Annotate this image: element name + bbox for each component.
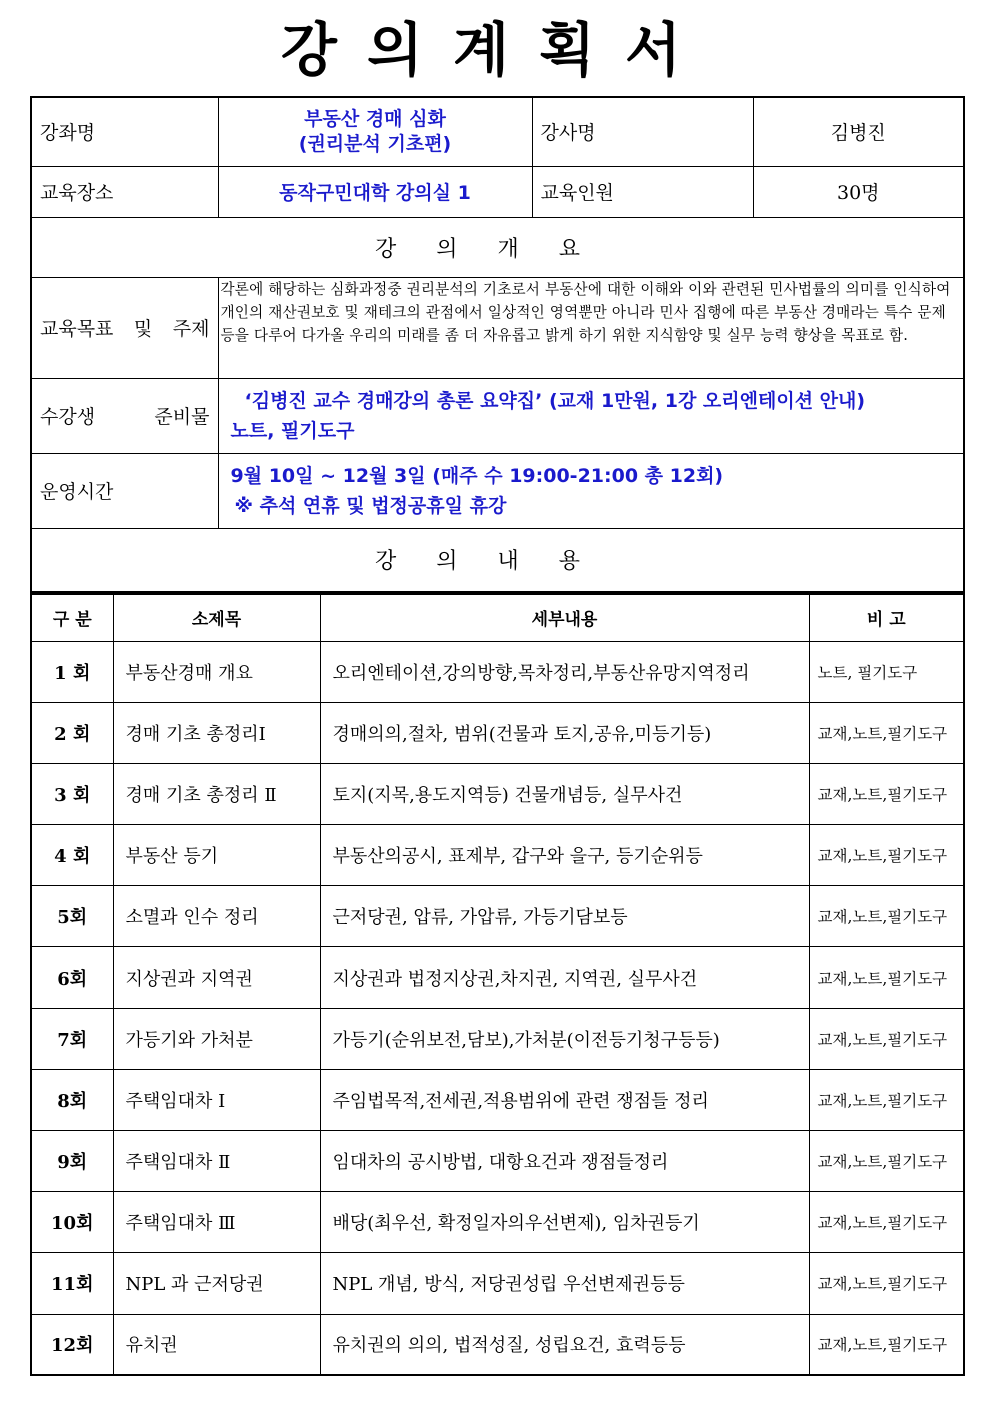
lesson-row <box>31 1131 964 1192</box>
lesson-subject: 경매 기초 총정리Ⅰ <box>113 702 320 763</box>
lesson-detail: 주임법목적,전세권,적용범위에 관련 쟁점들 정리 <box>320 1069 809 1130</box>
lesson-row <box>31 641 964 702</box>
lesson-subject: 부동산경매 개요 <box>113 641 320 702</box>
lesson-note: 교재,노트,필기도구 <box>809 1008 964 1069</box>
lesson-row <box>31 1192 964 1253</box>
lesson-table <box>30 593 965 1376</box>
prep-line2: 노트, 필기도구 <box>230 419 355 442</box>
lesson-subject: 경매 기초 총정리 Ⅱ <box>113 763 320 824</box>
header-detail: 세부내용 <box>320 594 809 641</box>
lesson-num: 10회 <box>31 1192 113 1253</box>
overview-section-title: 강의개요 <box>31 217 964 277</box>
lesson-subject: 지상권과 지역권 <box>113 947 320 1008</box>
lesson-detail: 부동산의공시, 표제부, 갑구와 을구, 등기순위등 <box>320 825 809 886</box>
lesson-note: 교재,노트,필기도구 <box>809 1192 964 1253</box>
instructor-label: 강사명 <box>532 97 753 166</box>
lesson-header-row <box>31 594 964 641</box>
lesson-row <box>31 702 964 763</box>
lesson-detail: NPL 개념, 방식, 저당권성립 우선변제권등등 <box>320 1253 809 1314</box>
lesson-detail: 토지(지목,용도지역등) 건물개념등, 실무사건 <box>320 763 809 824</box>
lesson-row <box>31 825 964 886</box>
lesson-subject: 소멸과 인수 정리 <box>113 886 320 947</box>
lesson-note: 교재,노트,필기도구 <box>809 763 964 824</box>
lesson-num: 12회 <box>31 1314 113 1375</box>
lesson-row <box>31 1069 964 1130</box>
lesson-row <box>31 763 964 824</box>
lesson-detail: 임대차의 공시방법, 대항요건과 쟁점들정리 <box>320 1131 809 1192</box>
lesson-num: 7회 <box>31 1008 113 1069</box>
schedule-value <box>218 453 964 528</box>
lesson-note: 교재,노트,필기도구 <box>809 702 964 763</box>
lesson-row <box>31 947 964 1008</box>
course-name-value <box>218 97 532 166</box>
lesson-detail: 경매의의,절차, 범위(건물과 토지,공유,미등기등) <box>320 702 809 763</box>
lesson-detail: 가등기(순위보전,담보),가처분(이전등기청구등등) <box>320 1008 809 1069</box>
prep-label: 수강생 준비물 <box>31 378 218 453</box>
lesson-note: 교재,노트,필기도구 <box>809 1131 964 1192</box>
lesson-num: 8회 <box>31 1069 113 1130</box>
lesson-subject: 가등기와 가처분 <box>113 1008 320 1069</box>
location-label: 교육장소 <box>31 166 218 217</box>
header-note: 비 고 <box>809 594 964 641</box>
goal-text: 각론에 해당하는 심화과정중 권리분석의 기초로서 부동산에 대한 이해와 이와 관련된 민사법률의 의미를 인식하여 개인의 재산권보호 및 재테크의 관점에서 일상적인 영역뿐만 아니라 민사 집행에 따른 부동산 경매라는 특수 문제 등을 다루어 다가올 우리의 미래를 좀 더 자유롭고 밝게 하기 위한 지식함양 및 실무 능력 향상을 목표로 함. <box>218 277 964 378</box>
lesson-detail: 오리엔테이션,강의방향,목차정리,부동산유망지역정리 <box>320 641 809 702</box>
course-name-line2: (권리분석 기초편) <box>298 132 452 155</box>
lesson-note: 교재,노트,필기도구 <box>809 947 964 1008</box>
lesson-detail: 지상권과 법정지상권,차지권, 지역권, 실무사건 <box>320 947 809 1008</box>
lesson-note: 교재,노트,필기도구 <box>809 1253 964 1314</box>
capacity-value: 30명 <box>753 166 964 217</box>
lesson-note: 노트, 필기도구 <box>809 641 964 702</box>
lesson-row <box>31 1314 964 1375</box>
lesson-subject: 부동산 등기 <box>113 825 320 886</box>
lesson-subject: NPL 과 근저당권 <box>113 1253 320 1314</box>
lesson-num: 9회 <box>31 1131 113 1192</box>
lesson-note: 교재,노트,필기도구 <box>809 886 964 947</box>
lesson-detail: 배당(최우선, 확정일자의우선변제), 임차권등기 <box>320 1192 809 1253</box>
goal-label: 교육목표 및 주제 <box>31 277 218 378</box>
schedule-line2: ※ 추석 연휴 및 법정공휴일 휴강 <box>234 494 507 517</box>
header-subject: 소제목 <box>113 594 320 641</box>
lesson-note: 교재,노트,필기도구 <box>809 1069 964 1130</box>
location-value: 동작구민대학 강의실 1 <box>218 166 532 217</box>
course-info-table <box>30 96 965 593</box>
capacity-label: 교육인원 <box>532 166 753 217</box>
lesson-subject: 유치권 <box>113 1314 320 1375</box>
lesson-num: 1 회 <box>31 641 113 702</box>
instructor-value: 김병진 <box>753 97 964 166</box>
lesson-subject: 주택임대차 Ⅱ <box>113 1131 320 1192</box>
prep-line1: ‘김병진 교수 경매강의 총론 요약집’ (교재 1만원, 1강 오리엔테이션 안내) <box>244 389 866 412</box>
lesson-row <box>31 886 964 947</box>
lesson-num: 11회 <box>31 1253 113 1314</box>
course-name-label: 강좌명 <box>31 97 218 166</box>
lesson-num: 6회 <box>31 947 113 1008</box>
lesson-subject: 주택임대차 Ⅲ <box>113 1192 320 1253</box>
lesson-subject: 주택임대차 Ⅰ <box>113 1069 320 1130</box>
schedule-line1: 9월 10일 ~ 12월 3일 (매주 수 19:00-21:00 총 12회) <box>230 464 724 487</box>
schedule-label: 운영시간 <box>31 453 218 528</box>
lesson-row <box>31 1008 964 1069</box>
lesson-num: 2 회 <box>31 702 113 763</box>
course-name-line1: 부동산 경매 심화 <box>304 107 446 130</box>
lesson-row <box>31 1253 964 1314</box>
lesson-note: 교재,노트,필기도구 <box>809 1314 964 1375</box>
lesson-num: 4 회 <box>31 825 113 886</box>
lesson-detail: 유치권의 의의, 법적성질, 성립요건, 효력등등 <box>320 1314 809 1375</box>
header-num: 구 분 <box>31 594 113 641</box>
lesson-num: 3 회 <box>31 763 113 824</box>
lesson-num: 5회 <box>31 886 113 947</box>
lesson-detail: 근저당권, 압류, 가압류, 가등기담보등 <box>320 886 809 947</box>
lesson-note: 교재,노트,필기도구 <box>809 825 964 886</box>
content-section-title: 강의내용 <box>31 528 964 592</box>
document-title: 강의계획서 <box>280 16 712 84</box>
prep-value <box>218 378 964 453</box>
